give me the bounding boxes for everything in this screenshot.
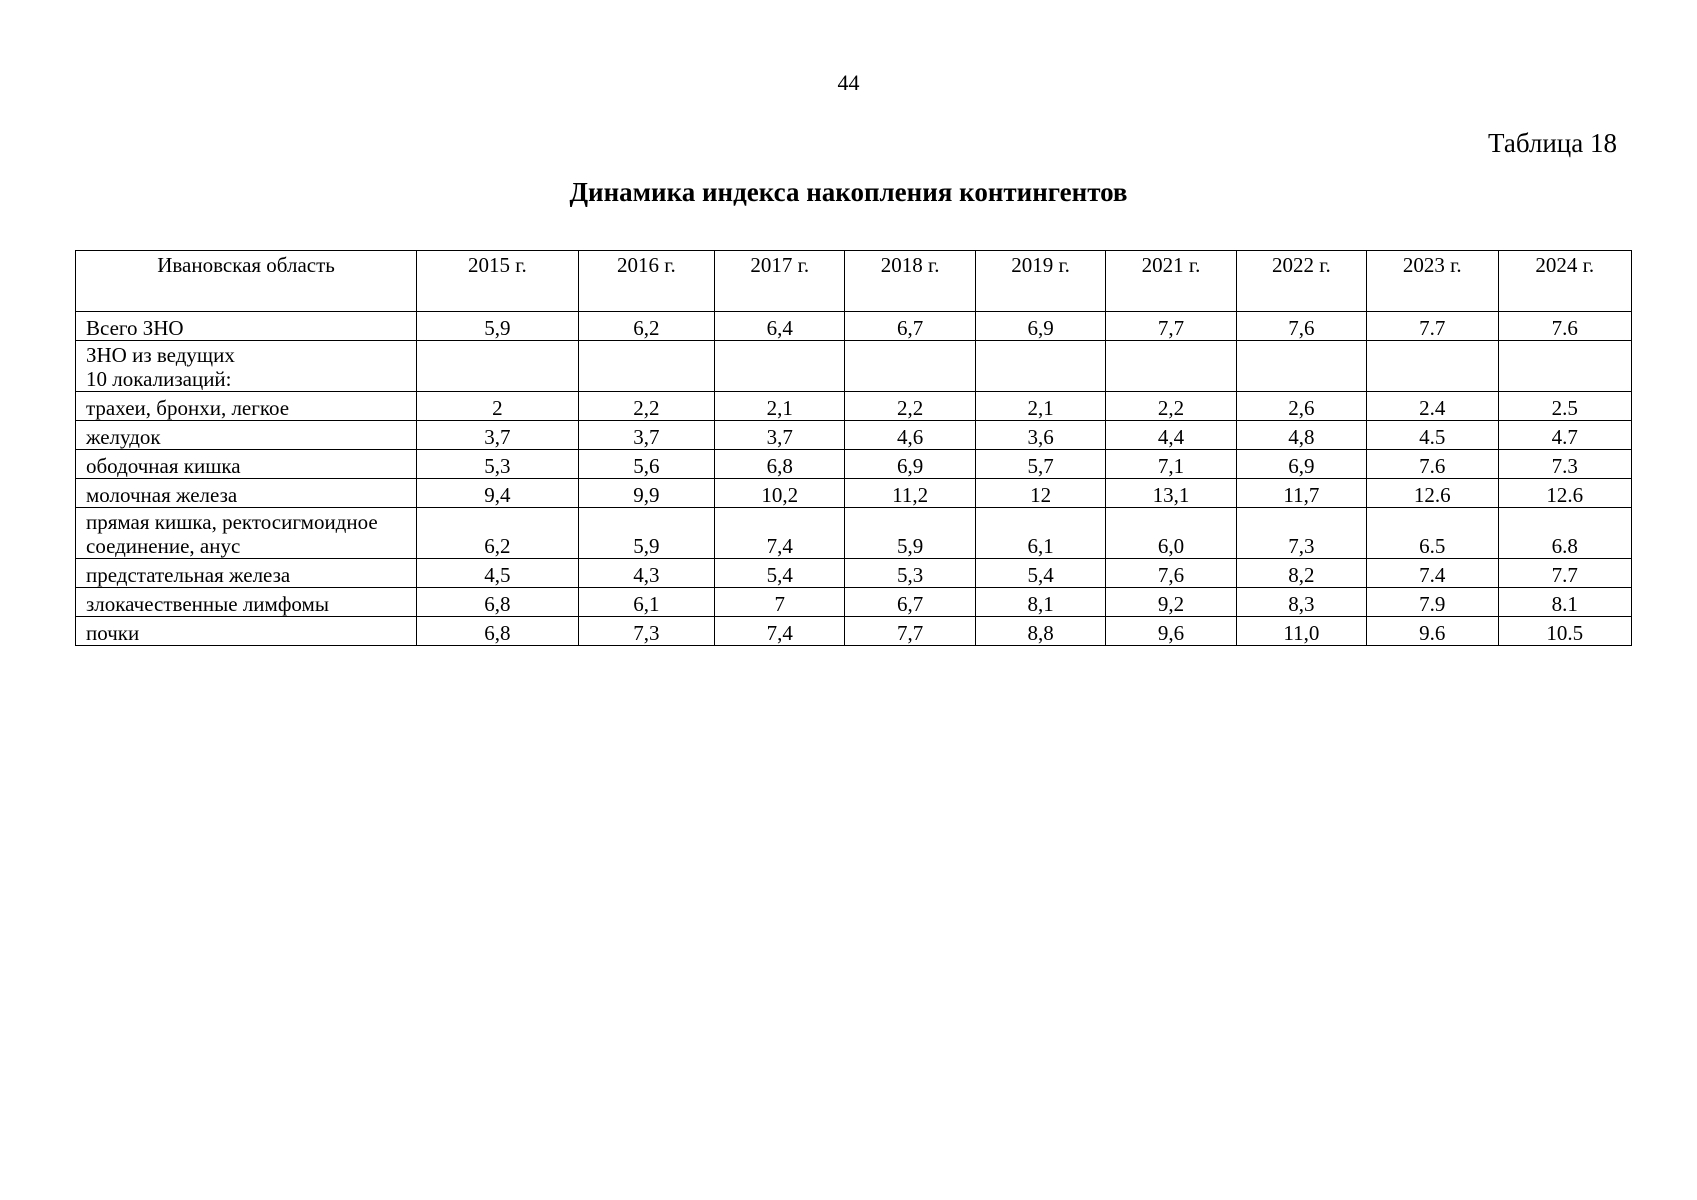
header-row [76,251,1632,312]
value-cell: 3,7 [417,421,579,450]
value-cell: 5,6 [578,450,714,479]
value-cell: 5,9 [578,508,714,559]
value-cell: 7.3 [1498,450,1632,479]
value-cell: 4,8 [1236,421,1366,450]
value-cell [975,341,1105,392]
value-cell: 13,1 [1106,479,1236,508]
table-body [76,312,1632,646]
data-table [75,250,1632,646]
value-cell: 6,8 [417,588,579,617]
value-cell [1367,341,1498,392]
value-cell: 8.1 [1498,588,1632,617]
value-cell: 5,7 [975,450,1105,479]
value-cell: 11,7 [1236,479,1366,508]
value-cell: 12 [975,479,1105,508]
value-cell: 7.6 [1367,450,1498,479]
value-cell [417,341,579,392]
row-label: прямая кишка, ректосигмоидное соединение, анус [76,508,417,559]
header-year: 2017 г. [715,251,845,312]
table-header [76,251,1632,312]
value-cell: 2.4 [1367,392,1498,421]
value-cell: 7,3 [578,617,714,646]
value-cell: 6,0 [1106,508,1236,559]
value-cell: 8,3 [1236,588,1366,617]
value-cell: 2,2 [578,392,714,421]
value-cell: 8,1 [975,588,1105,617]
value-cell: 7.9 [1367,588,1498,617]
value-cell: 9,6 [1106,617,1236,646]
table-row [76,508,1632,559]
value-cell [845,341,975,392]
header-year: 2024 г. [1498,251,1632,312]
value-cell: 6.5 [1367,508,1498,559]
header-year: 2022 г. [1236,251,1366,312]
table-row [76,392,1632,421]
value-cell: 2,2 [845,392,975,421]
row-label: Всего ЗНО [76,312,417,341]
value-cell: 6,9 [845,450,975,479]
value-cell: 7.7 [1498,559,1632,588]
value-cell: 7.6 [1498,312,1632,341]
value-cell: 2.5 [1498,392,1632,421]
value-cell: 4,3 [578,559,714,588]
value-cell [1106,341,1236,392]
header-region: Ивановская область [76,251,417,312]
value-cell: 7,1 [1106,450,1236,479]
row-label: трахеи, бронхи, легкое [76,392,417,421]
value-cell: 8,8 [975,617,1105,646]
value-cell: 6,2 [578,312,714,341]
table-row [76,588,1632,617]
table-row [76,479,1632,508]
row-label: ободочная кишка [76,450,417,479]
value-cell [578,341,714,392]
value-cell: 5,3 [845,559,975,588]
value-cell: 7,7 [1106,312,1236,341]
value-cell: 7,6 [1106,559,1236,588]
value-cell: 5,4 [715,559,845,588]
value-cell: 7,3 [1236,508,1366,559]
header-year: 2021 г. [1106,251,1236,312]
table-row [76,312,1632,341]
table-row [76,341,1632,392]
row-label: молочная железа [76,479,417,508]
value-cell: 7,7 [845,617,975,646]
header-year: 2023 г. [1367,251,1498,312]
value-cell: 11,2 [845,479,975,508]
value-cell: 7,4 [715,508,845,559]
table-row [76,617,1632,646]
table-row [76,559,1632,588]
value-cell: 9,2 [1106,588,1236,617]
value-cell: 4.5 [1367,421,1498,450]
row-label: злокачественные лимфомы [76,588,417,617]
value-cell: 4,4 [1106,421,1236,450]
table-row [76,450,1632,479]
value-cell: 5,3 [417,450,579,479]
value-cell: 3,6 [975,421,1105,450]
value-cell: 8,2 [1236,559,1366,588]
row-label: предстательная железа [76,559,417,588]
value-cell: 2,1 [975,392,1105,421]
value-cell: 6,7 [845,312,975,341]
value-cell: 2 [417,392,579,421]
value-cell: 7.7 [1367,312,1498,341]
row-label: желудок [76,421,417,450]
value-cell: 12.6 [1498,479,1632,508]
value-cell: 9.6 [1367,617,1498,646]
value-cell: 10,2 [715,479,845,508]
value-cell: 3,7 [715,421,845,450]
value-cell: 2,1 [715,392,845,421]
value-cell: 6,4 [715,312,845,341]
value-cell [1498,341,1632,392]
value-cell: 6,1 [975,508,1105,559]
row-label: почки [76,617,417,646]
value-cell [1236,341,1366,392]
value-cell: 2,6 [1236,392,1366,421]
value-cell: 4,5 [417,559,579,588]
row-label: ЗНО из ведущих 10 локализаций: [76,341,417,392]
table-label: Таблица 18 [1488,128,1617,158]
value-cell: 7,4 [715,617,845,646]
value-cell: 5,9 [845,508,975,559]
page-number: 44 [837,70,860,95]
header-year: 2018 г. [845,251,975,312]
value-cell: 9,9 [578,479,714,508]
value-cell: 3,7 [578,421,714,450]
value-cell: 12.6 [1367,479,1498,508]
value-cell: 6,1 [578,588,714,617]
value-cell: 2,2 [1106,392,1236,421]
table-row [76,421,1632,450]
value-cell: 11,0 [1236,617,1366,646]
value-cell: 4.7 [1498,421,1632,450]
value-cell: 6,8 [417,617,579,646]
header-year: 2019 г. [975,251,1105,312]
value-cell: 7,6 [1236,312,1366,341]
value-cell: 7 [715,588,845,617]
value-cell: 6,7 [845,588,975,617]
value-cell: 6,2 [417,508,579,559]
value-cell: 6.8 [1498,508,1632,559]
value-cell: 6,9 [975,312,1105,341]
document-title: Динамика индекса накопления контингентов [569,177,1128,207]
value-cell: 6,9 [1236,450,1366,479]
value-cell: 5,4 [975,559,1105,588]
value-cell: 5,9 [417,312,579,341]
header-year: 2016 г. [578,251,714,312]
value-cell: 10.5 [1498,617,1632,646]
value-cell [715,341,845,392]
value-cell: 7.4 [1367,559,1498,588]
value-cell: 4,6 [845,421,975,450]
value-cell: 9,4 [417,479,579,508]
value-cell: 6,8 [715,450,845,479]
header-year: 2015 г. [417,251,579,312]
